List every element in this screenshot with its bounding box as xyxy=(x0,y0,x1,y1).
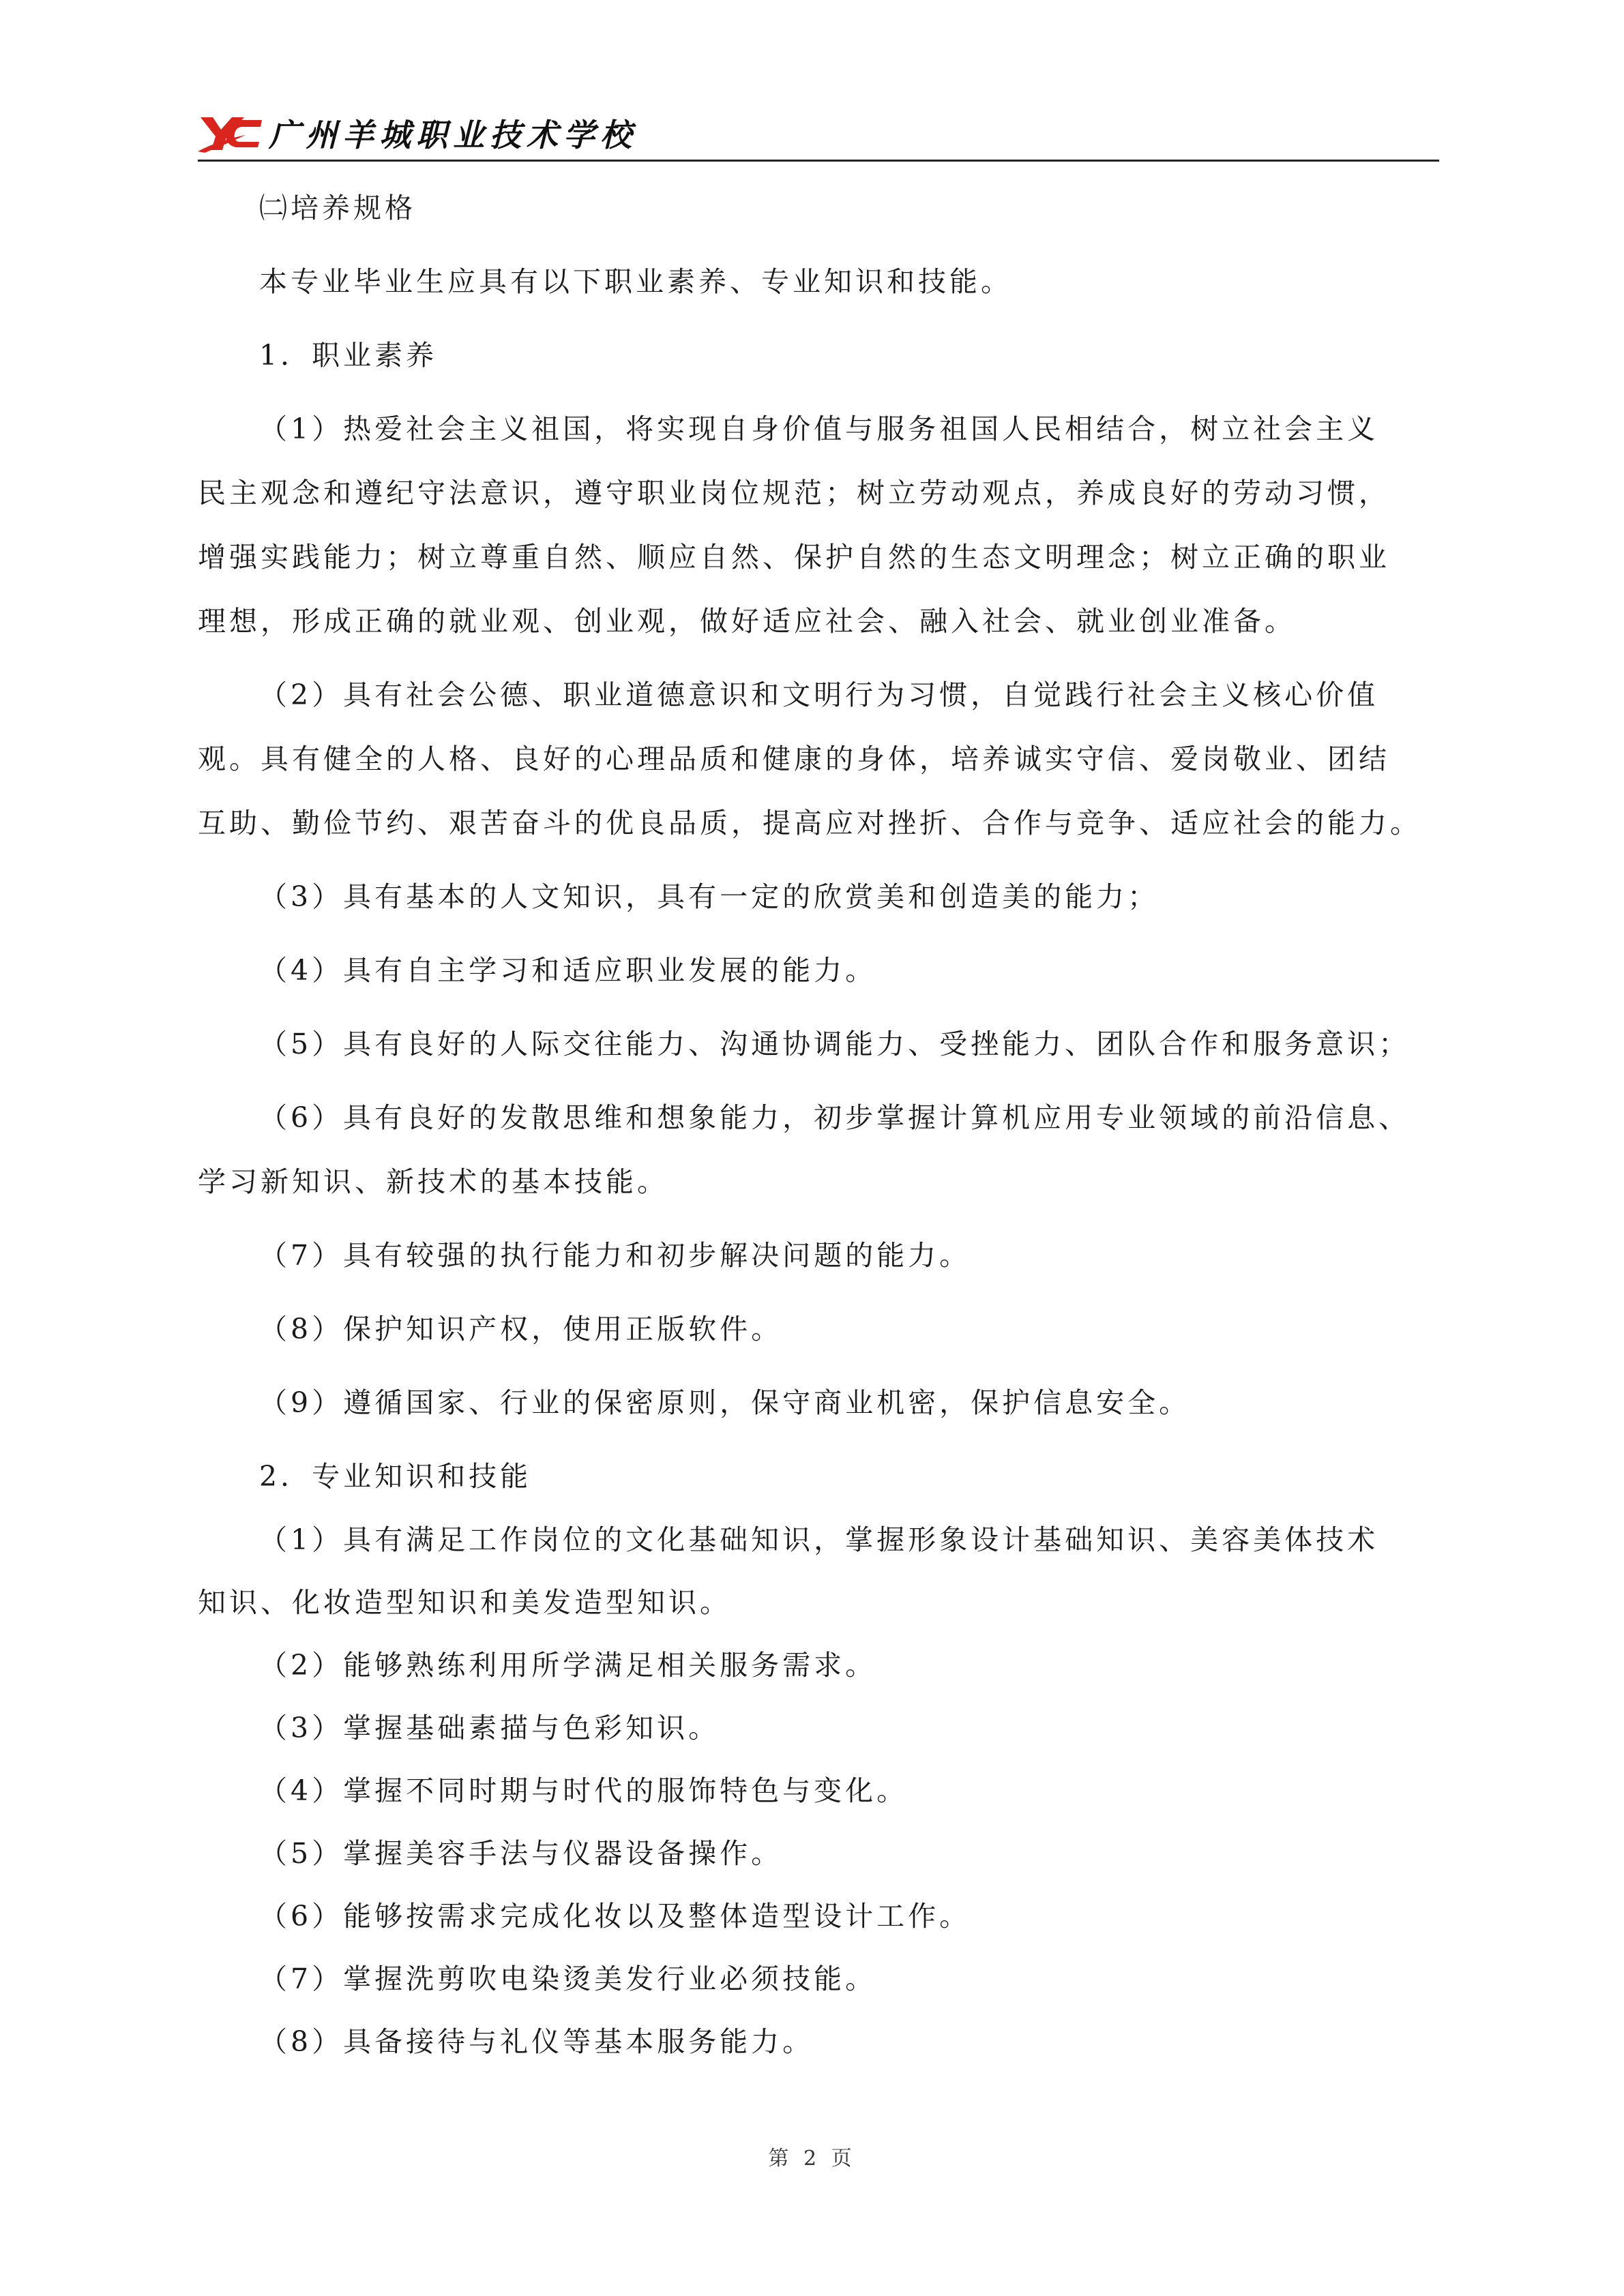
part1-item-line: 互助、勤俭节约、艰苦奋斗的优良品质，提高应对挫折、合作与竞争、适应社会的能力。 xyxy=(198,807,1421,839)
part2-item xyxy=(198,1948,1432,2010)
part2-item-line: （7）掌握洗剪吹电染烫美发行业必须技能。 xyxy=(259,1963,877,1995)
part1-item-line: （3）具有基本的人文知识，具有一定的欣赏美和创造美的能力； xyxy=(259,880,1160,913)
part1-item xyxy=(198,1086,1432,1214)
part2-item-line: （4）掌握不同时期与时代的服饰特色与变化。 xyxy=(259,1774,909,1807)
part1-item xyxy=(198,397,1432,653)
part2-item-line: （1）具有满足工作岗位的文化基础知识，掌握形象设计基础知识、美容美体技术 xyxy=(259,1523,1379,1556)
part2-item xyxy=(198,2010,1432,2073)
part2-list xyxy=(198,1508,1432,2073)
document-body xyxy=(198,176,1432,2073)
part2-item xyxy=(198,1885,1432,1948)
part1-item-line: （7）具有较强的执行能力和初步解决问题的能力。 xyxy=(259,1239,971,1272)
part1-item-line: （1）热爱社会主义祖国，将实现自身价值与服务祖国人民相结合，树立社会主义 xyxy=(259,413,1379,445)
part1-item xyxy=(198,1297,1432,1361)
part2-item xyxy=(198,1822,1432,1885)
part2-item-line: （8）具备接待与礼仪等基本服务能力。 xyxy=(259,2025,814,2058)
part1-item-line: （2）具有社会公德、职业道德意识和文明行为习惯，自觉践行社会主义核心价值 xyxy=(259,679,1379,711)
part1-item xyxy=(198,865,1432,929)
part1-item xyxy=(198,938,1432,1002)
part1-heading: 1．职业素养 xyxy=(259,339,438,372)
part2-item xyxy=(198,1759,1432,1822)
part1-item-line: （8）保护知识产权，使用正版软件。 xyxy=(259,1313,783,1345)
part1-item-line: 学习新知识、新技术的基本技能。 xyxy=(198,1165,668,1198)
part2-heading: 2．专业知识和技能 xyxy=(259,1460,532,1493)
part1-item-line: 理想，形成正确的就业观、创业观，做好适应社会、融入社会、就业创业准备。 xyxy=(198,605,1296,638)
section-heading: ㈡培养规格 xyxy=(259,192,416,224)
header-divider xyxy=(198,160,1439,162)
part1-item-line: （6）具有良好的发散思维和想象能力，初步掌握计算机应用专业领域的前沿信息、 xyxy=(259,1101,1411,1134)
school-name: 广州羊城职业技术学校 xyxy=(269,117,637,153)
intro-text: 本专业毕业生应具有以下职业素养、专业知识和技能。 xyxy=(259,265,1012,298)
part1-item-line: （5）具有良好的人际交往能力、沟通协调能力、受挫能力、团队合作和服务意识； xyxy=(259,1028,1411,1060)
part2-item-line: （5）掌握美容手法与仪器设备操作。 xyxy=(259,1837,783,1870)
part2-item-line: （3）掌握基础素描与色彩知识。 xyxy=(259,1712,720,1744)
part1-item-line: 增强实践能力；树立尊重自然、顺应自然、保护自然的生态文明理念；树立正确的职业 xyxy=(198,541,1390,573)
part2-item xyxy=(198,1697,1432,1759)
school-logo-icon xyxy=(198,115,263,153)
part1-item xyxy=(198,663,1432,855)
part1-item xyxy=(198,1223,1432,1287)
part1-item-line: 民主观念和遵纪守法意识，遵守职业岗位规范；树立劳动观点，养成良好的劳动习惯， xyxy=(198,477,1390,509)
part2-item xyxy=(198,1508,1432,1634)
part1-item xyxy=(198,1371,1432,1435)
part2-item-line: （6）能够按需求完成化妆以及整体造型设计工作。 xyxy=(259,1900,971,1933)
part1-item-line: （9）遵循国家、行业的保密原则，保守商业机密，保护信息安全。 xyxy=(259,1386,1191,1419)
part2-item xyxy=(198,1634,1432,1697)
part2-item-line: 知识、化妆造型知识和美发造型知识。 xyxy=(198,1586,731,1619)
part1-list xyxy=(198,397,1432,1444)
part2-item-line: （2）能够熟练利用所学满足相关服务需求。 xyxy=(259,1649,877,1682)
page-number: 第 2 页 xyxy=(768,2147,856,2171)
part1-item-line: 观。具有健全的人格、良好的心理品质和健康的身体，培养诚实守信、爱岗敬业、团结 xyxy=(198,743,1390,775)
document-header xyxy=(198,109,1439,158)
part1-item-line: （4）具有自主学习和适应职业发展的能力。 xyxy=(259,954,877,987)
part1-item xyxy=(198,1012,1432,1076)
